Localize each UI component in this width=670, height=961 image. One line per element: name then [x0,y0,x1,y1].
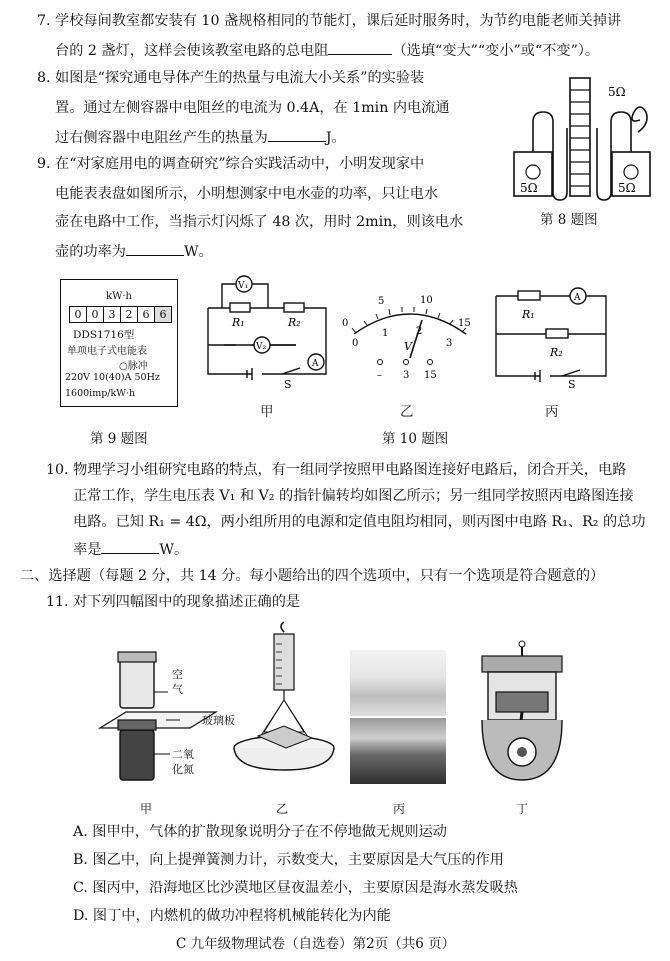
jia-a-label: A [312,359,319,369]
section2-heading: 二、选择题（每题 2 分，共 14 分。每小题给出的四个选项中，只有一个选项是符合题意的） [20,568,605,584]
q11-bing-desert-photo [350,650,446,716]
q11-yi-label: 乙 [276,802,289,816]
q10-bing-label: 丙 [545,404,559,420]
q11-option-a[interactable]: A. 图甲中，气体的扩散现象说明分子在不停地做无规则运动 [73,824,447,840]
meter-digit: 6 [154,306,172,323]
jia-v1-label: V₁ [238,281,249,291]
q11-stem: 11. 对下列四幅图中的现象描述正确的是 [46,594,301,610]
meter-model: DDS1716型 [73,329,135,341]
q10-yi-label: 乙 [400,404,414,420]
energy-meter [60,279,178,407]
dial-bottom-1: 1 [382,328,389,339]
q8-line2: 置。通过左侧容器中电阻丝的电流为 0.4A，在 1min 内电流通 [55,100,450,116]
meter-digits [69,306,172,323]
scale-ladder [570,78,590,196]
meter-pulse: ○脉冲 [119,361,148,372]
dial-bottom-3: 3 [446,338,453,349]
q9-caption: 第 9 题图 [90,431,148,447]
q11-ding-label: 丁 [516,802,529,816]
q10-line4 [73,538,188,560]
u-tube-left [533,112,567,200]
q7-line2-a: 台的 2 盏灯，这样会使该教室电路的总电阻 [55,43,329,59]
q9-line4-b: W。 [183,244,213,260]
meter-digit: 6 [137,306,155,323]
q9-line3: 壶在电路中工作，当指示灯闪烁了 48 次，用时 2min，则该电水 [55,214,464,230]
meter-type: 单项电子式电能表 [67,346,147,357]
dial-bottom-0: 0 [352,338,359,349]
q10-line1: 10. 物理学习小组研究电路的特点，有一组同学按照甲电路图连接好电路后，闭合开关，电路 [46,462,627,478]
q8-figure [500,72,660,204]
q8-caption: 第 8 题图 [540,212,598,228]
q8-line3-b: J。 [325,130,346,146]
top-resistor-wire [632,107,647,132]
q10-voltmeter-dial [340,290,480,382]
meter-digit: 3 [103,306,121,323]
meter-digit: 0 [69,306,87,323]
q10-caption: 第 10 题图 [382,431,449,447]
dial-v-label: V [404,340,412,353]
page-footer: C 九年级物理试卷（自选卷）第2页（共6 页） [176,936,456,952]
bing-s-label: S [568,378,576,390]
q10-circuit-jia [200,270,340,390]
q11-jia-label: 甲 [140,802,153,816]
meter-spec: 220V 10(40)A 50Hz [65,372,160,383]
q11-bing-label: 丙 [393,802,406,816]
q8-r-left-label: 5Ω [520,181,538,195]
q11-air-1: 空 [172,668,183,681]
q11-bing-coast-photo [350,718,446,784]
q10-line4-a: 率是 [73,542,102,558]
q11-figure [96,620,582,816]
meter-imp: 1600imp/kW·h [65,388,136,399]
q7-line2-b: （选填“变大”“变小”或“不变”）。 [392,43,600,59]
bing-r1-label: R₁ [522,308,535,321]
dial-top-10: 10 [420,295,433,306]
q11-option-b[interactable]: B. 图乙中，向上提弹簧测力计，示数变大，主要原因是大气压的作用 [73,852,504,868]
q11-yi-spring-scale [228,620,340,790]
bing-a-label: A [574,293,581,303]
q9-line4 [55,240,213,262]
q11-air-2: 气 [172,683,183,696]
q9-line1: 9. 在“对家庭用电的调查研究”综合实践活动中，小明发现家中 [37,156,425,172]
jia-r2-label: R₂ [288,316,301,329]
dial-end-0: 0 [342,318,349,329]
q8-line3-a: 过右侧容器中电阻丝产生的热量为 [55,130,268,146]
q7-answer-blank[interactable] [328,39,392,55]
q11-glass-label: 玻璃板 [202,714,235,727]
q8-line1: 8. 如图是“探究通电导体产生的热量与电流大小关系”的实验装 [37,70,425,86]
terminal-3: 3 [403,370,410,381]
q9-answer-blank[interactable] [126,240,184,256]
q7-line1: 7. 学校每间教室都安装有 10 盏规格相同的节能灯，课后延时服务时，为节约电能老师关掉讲 [37,13,622,29]
meter-digit: 0 [86,306,104,323]
q10-line3: 电路。已知 R₁ = 4Ω，两小组所用的电源和定值电阻均相同，则丙图中电路 R₁、R₂ 的总功 [73,514,646,530]
jia-r1-label: R₁ [232,316,245,329]
q8-line3 [55,126,346,148]
bing-r2-label: R₂ [550,346,563,359]
q9-line4-a: 壶的功率为 [55,244,126,260]
dial-top-5: 5 [378,296,385,307]
q10-line2: 正常工作，学生电压表 V₁ 和 V₂ 的指针偏转均如图乙所示；另一组同学按照丙电路图连接 [73,488,634,504]
q11-ding-engine [462,640,582,790]
meter-digit: 2 [120,306,138,323]
dial-end-15: 15 [458,318,471,329]
jia-s-label: S [284,378,292,390]
q8-answer-blank[interactable] [268,126,326,142]
q11-no2-2: 化氮 [172,763,194,776]
terminal-neg: – [377,370,382,381]
q10-line4-b: W。 [159,542,189,558]
q10-circuit-bing [488,280,618,390]
q8-r-top-label: 5Ω [608,85,626,99]
q11-option-d[interactable]: D. 图丁中，内燃机的做功冲程将机械能转化为内能 [73,908,391,924]
q11-option-c[interactable]: C. 图丙中，沿海地区比沙漠地区昼夜温差小，主要原因是海水蒸发吸热 [73,880,518,896]
q8-r-right-label: 5Ω [618,181,636,195]
q10-jia-label: 甲 [260,404,274,420]
dial-bottom-2: 2 [416,326,423,337]
terminal-15: 15 [424,370,437,381]
q9-line2: 电能表表盘如图所示，小明想测家中电水壶的功率，只让电水 [55,186,439,202]
q7-line2 [55,39,599,61]
q11-no2-1: 二氧 [172,748,194,761]
jia-v2-label: V₂ [256,342,267,352]
meter-unit: kW·h [106,291,132,302]
q10-answer-blank[interactable] [101,538,159,554]
